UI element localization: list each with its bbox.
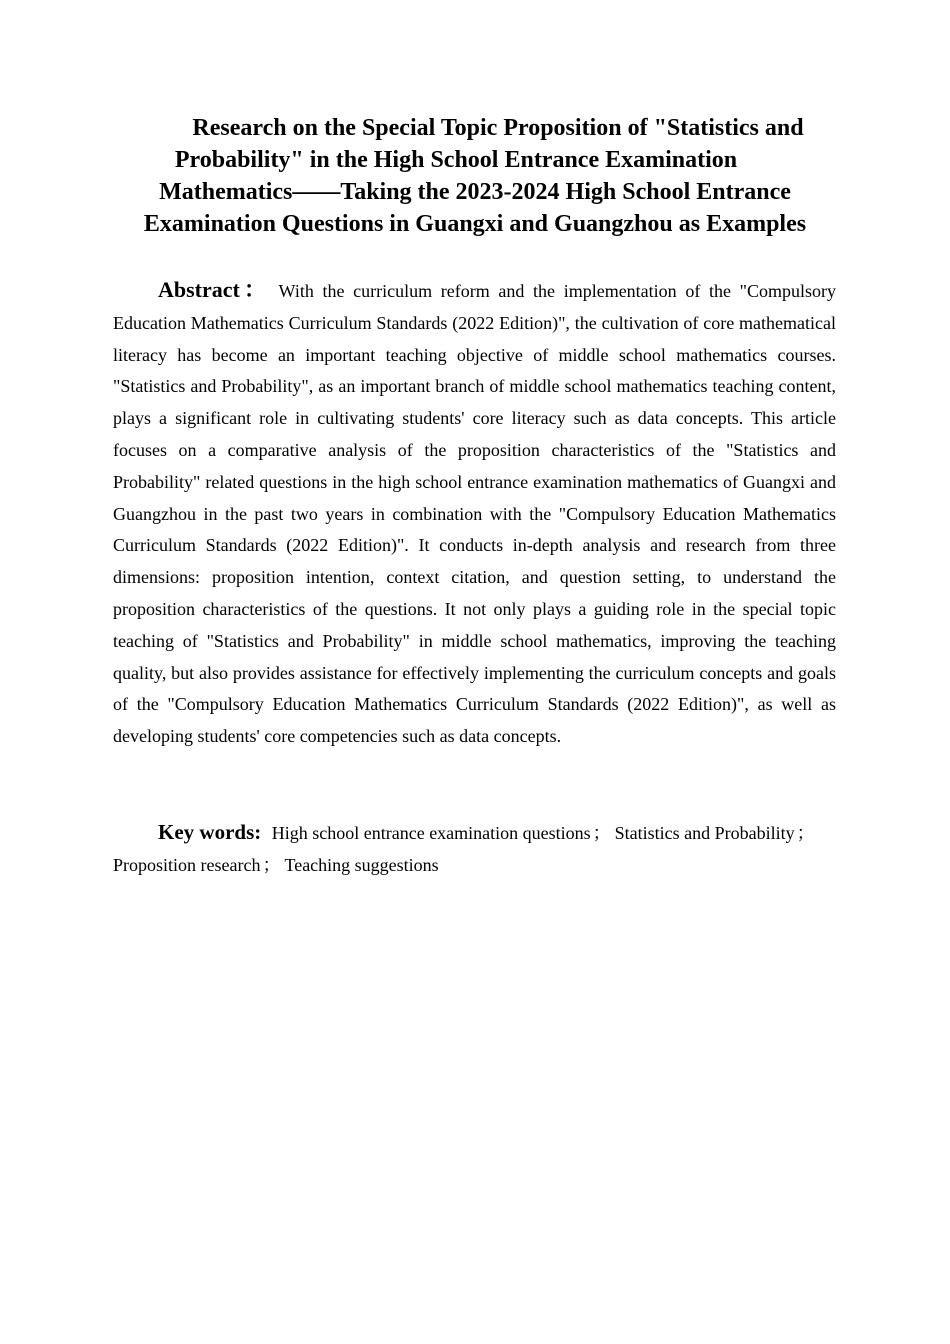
title-line: Examination Questions in Guangxi and Guangzhou as Examples [143, 211, 807, 237]
keyword-separator: ； [796, 823, 815, 843]
keyword-item: High school entrance examination questions [271, 823, 591, 843]
keywords-label: Key words: [158, 820, 262, 844]
title-line: Research on the Special Topic Proposition of "Statistics and [192, 115, 804, 141]
keywords-paragraph [113, 816, 836, 881]
keyword-item: Statistics and Probability [614, 823, 795, 843]
title-line: Mathematics——Taking the 2023-2024 High School Entrance [159, 179, 791, 205]
abstract-text: With the curriculum reform and the implementation of the "Compulsory Education Mathematics Curriculum Standards (2022 Edition)", the cultivation of core mathematical literacy has become an important teaching objective of middle school mathematics courses. "Statistics and Probability", as an important branch of middle school mathematics teaching content, plays a significant role in cultivating students' core literacy such as data concepts. This article focuses on a comparative analysis of the proposition characteristics of the "Statistics and Probability" related questions in the high school entrance examination mathematics of Guangxi and Guangzhou in the past two years in combination with the "Compulsory Education Mathematics Curriculum Standards (2022 Edition)". It conducts in-depth analysis and research from three dimensions: proposition intention, context citation, and question setting, to understand the proposition characteristics of the questions. It not only plays a guiding role in the special topic teaching of "Statistics and Probability" in middle school mathematics, improving the teaching quality, but also provides assistance for effectively implementing the curriculum concepts and goals of the "Compulsory Education Mathematics Curriculum Standards (2022 Edition)", as well as developing students' core competencies such as data concepts. [113, 281, 836, 747]
abstract-paragraph [113, 274, 836, 753]
paper-title [113, 112, 837, 240]
title-line: Probability" in the High School Entrance Examination [174, 147, 738, 173]
keyword-item: Proposition research [113, 855, 261, 875]
keyword-item: Teaching suggestions [284, 855, 439, 875]
keyword-separator: ； [592, 823, 611, 843]
abstract-label: Abstract： [158, 277, 271, 302]
keyword-separator: ； [262, 855, 281, 875]
